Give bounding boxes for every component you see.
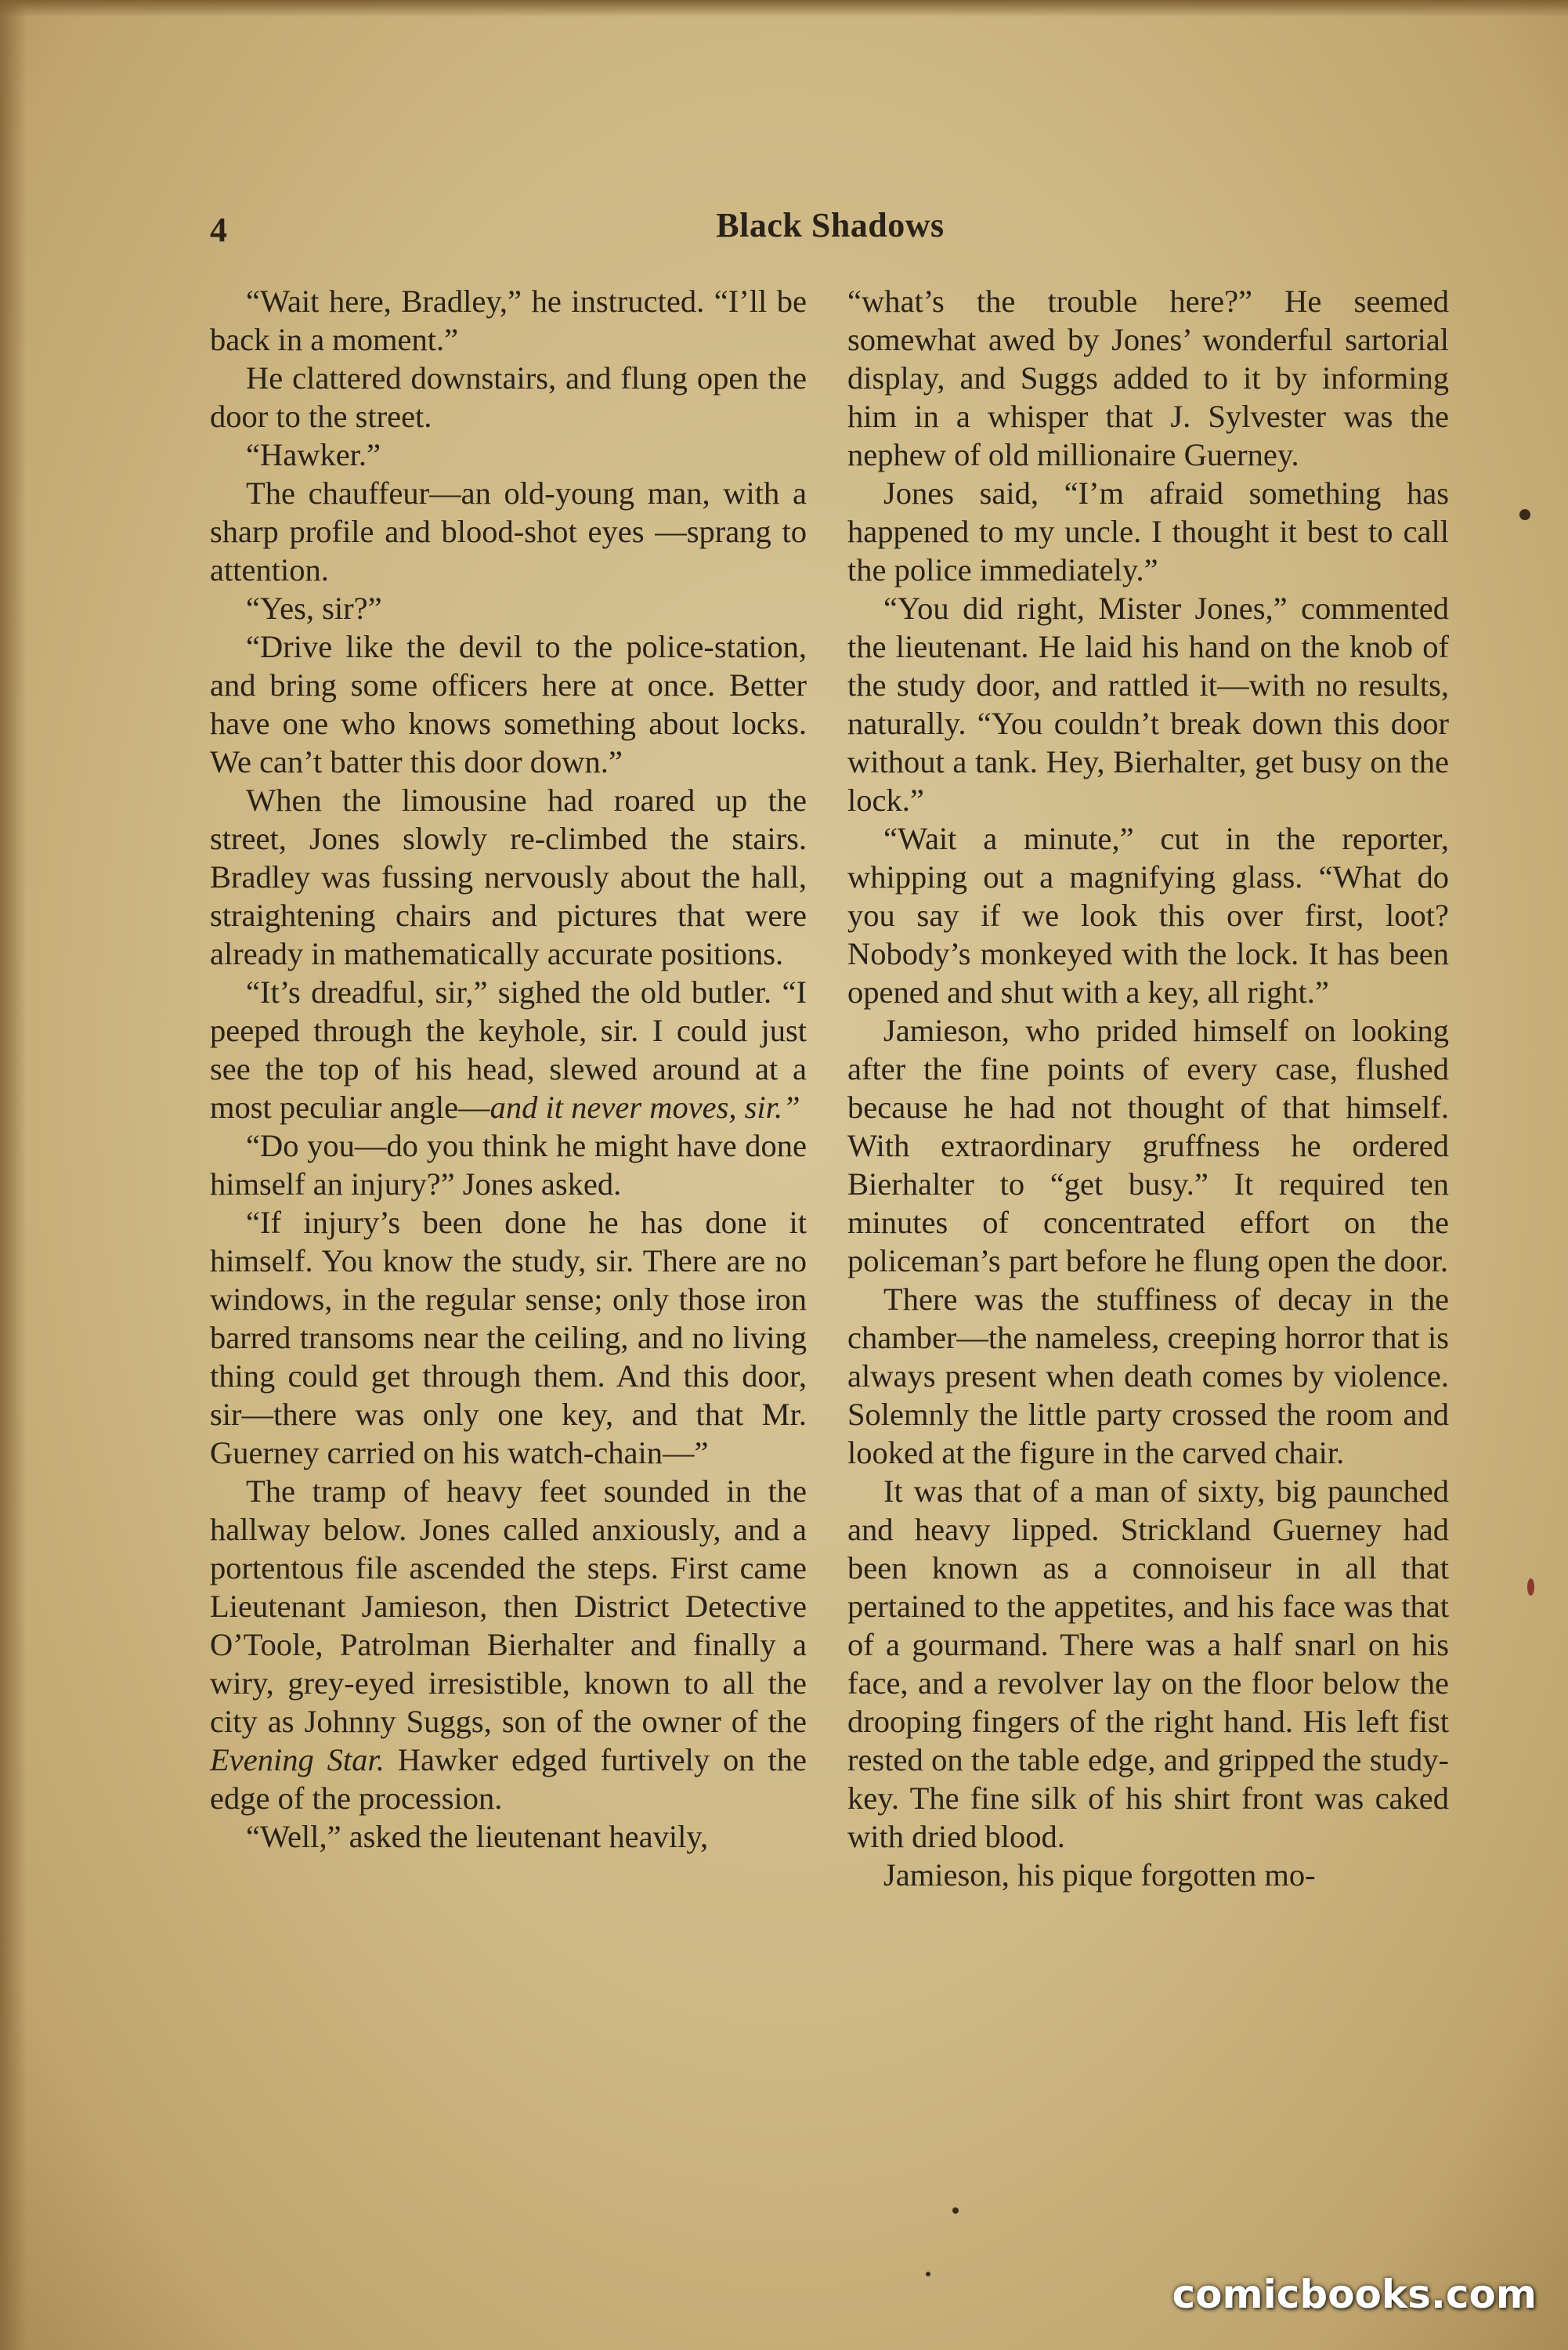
text-column-left	[210, 282, 807, 1856]
paragraph-text: “Wait a minute,” cut in the reporter, whipping out a magnifying glass. “What do you say if we look this over first, loot? Nobody’s monkeyed with the lock. It has been opened and shut with a key, all right.”	[847, 821, 1449, 1010]
paragraph-text: “Wait here, Bradley,” he instructed. “I’ll be back in a moment.”	[210, 284, 807, 357]
paragraph-text: “Drive like the devil to the police-station, and bring some officers here at once. Better have one who knows something about locks. We can’t batter this door down.”	[210, 629, 807, 779]
paragraph	[210, 282, 807, 359]
scan-speck	[926, 2272, 930, 2276]
paragraph-text: It was that of a man of sixty, big paunched and heavy lipped. Strickland Guerney had been known as a connoiseur in all that pertained to the appetites, and his face was that of a gourmand. There was a half snarl on his face, and a revolver lay on the floor below the drooping fingers of the right hand. His left fist rested on the table edge, and gripped the study-key. The fine silk of his shirt front was caked with dried blood.	[847, 1473, 1449, 1854]
paragraph	[210, 781, 807, 973]
paragraph-text: The tramp of heavy feet sounded in the hallway below. Jones called anxiously, and a portentous file ascended the steps. First came Lieutenant Jamieson, then District Detective O’Toole, Patrolman Bierhalter and finally a wiry, grey-eyed irresistible, known to all the city as Johnny Suggs, son of the owner of the	[210, 1473, 807, 1739]
paragraph	[210, 1817, 807, 1856]
paragraph-text: “You did right, Mister Jones,” commented the lieutenant. He laid his hand on the knob of the study door, and rattled it—with no results, naturally. “You couldn’t break down this door without a tank. Hey, Bierhalter, get busy on the lock.”	[847, 591, 1449, 818]
paragraph-text: He clattered downstairs, and flung open the door to the street.	[210, 360, 807, 434]
paragraph	[847, 589, 1449, 819]
running-title: Black Shadows	[716, 206, 945, 244]
paragraph	[847, 1472, 1449, 1856]
paragraph	[210, 1126, 807, 1203]
paragraph	[210, 1203, 807, 1472]
paragraph	[210, 627, 807, 781]
page-header	[210, 205, 1451, 252]
paragraph	[847, 474, 1449, 589]
paragraph	[210, 359, 807, 436]
page-edge-shadow-top	[0, 0, 1568, 17]
paragraph-text: Jamieson, his pique forgotten mo-	[883, 1857, 1316, 1893]
paragraph-text: There was the stuffiness of decay in the chamber—the nameless, creeping horror that is always present when death comes by violence. Solemnly the little party crossed the room and looked at the figure in the carved chair.	[847, 1282, 1449, 1470]
paragraph	[210, 436, 807, 474]
paragraph	[210, 474, 807, 589]
paragraph-text: “Well,” asked the lieutenant heavily,	[246, 1819, 709, 1854]
paragraph	[210, 1472, 807, 1817]
paragraph	[847, 1280, 1449, 1472]
scan-speck	[1527, 1578, 1534, 1596]
paragraph	[847, 1856, 1449, 1894]
paragraph-text: “It’s dreadful, sir,” sighed the old butler. “I peeped through the keyhole, sir. I could just see the top of his head, slewed around at a most peculiar angle—	[210, 974, 807, 1125]
paragraph	[210, 589, 807, 627]
scan-speck	[1519, 509, 1530, 520]
paragraph-text: “Do you—do you think he might have done himself an injury?” Jones asked.	[210, 1128, 807, 1202]
paragraph-text: “If injury’s been done he has done it himself. You know the study, sir. There are no windows, in the regular sense; only those iron barred transoms near the ceiling, and no living thing could get through them. And this door, sir—there was only one key, and that Mr. Guerney carried on his watch-chain—”	[210, 1205, 807, 1470]
paragraph-text: Hawker edged furtively on the edge of the procession.	[210, 1742, 807, 1816]
paragraph	[210, 973, 807, 1126]
paragraph-text: “what’s the trouble here?” He seemed somewhat awed by Jones’ wonderful sartorial display, and Suggs added to it by informing him in a whisper that J. Sylvester was the nephew of old millionaire Guerney.	[847, 284, 1449, 472]
paragraph-text: “Hawker.”	[246, 437, 381, 472]
italic-text: and it never moves, sir.”	[490, 1090, 800, 1125]
page-edge-shadow-left	[0, 0, 27, 2350]
page-number: 4	[210, 211, 227, 249]
paragraph-text: Jones said, “I’m afraid something has happened to my uncle. I thought it best to call the police immediately.”	[847, 475, 1449, 588]
scan-speck	[952, 2207, 959, 2214]
paragraph	[847, 282, 1449, 474]
paragraph-text: The chauffeur—an old-young man, with a sharp profile and blood-shot eyes —sprang to attention.	[210, 475, 807, 588]
paragraph-text: Jamieson, who prided himself on looking after the fine points of every case, flushed because he had not thought of that himself. With extraordinary gruffness he ordered Bierhalter to “get busy.” It required ten minutes of concentrated effort on the policeman’s part before he flung open the door.	[847, 1013, 1449, 1278]
italic-text: Evening Star.	[210, 1742, 385, 1777]
site-watermark: comicbooks.com	[1172, 2272, 1537, 2317]
text-column-right	[847, 282, 1449, 1894]
paragraph-text: “Yes, sir?”	[246, 591, 382, 626]
paragraph	[847, 819, 1449, 1011]
paragraph-text: When the limousine had roared up the street, Jones slowly re-climbed the stairs. Bradley was fussing nervously about the hall, straightening chairs and pictures that were already in mathematically accurate positions.	[210, 783, 807, 971]
paragraph	[847, 1011, 1449, 1280]
